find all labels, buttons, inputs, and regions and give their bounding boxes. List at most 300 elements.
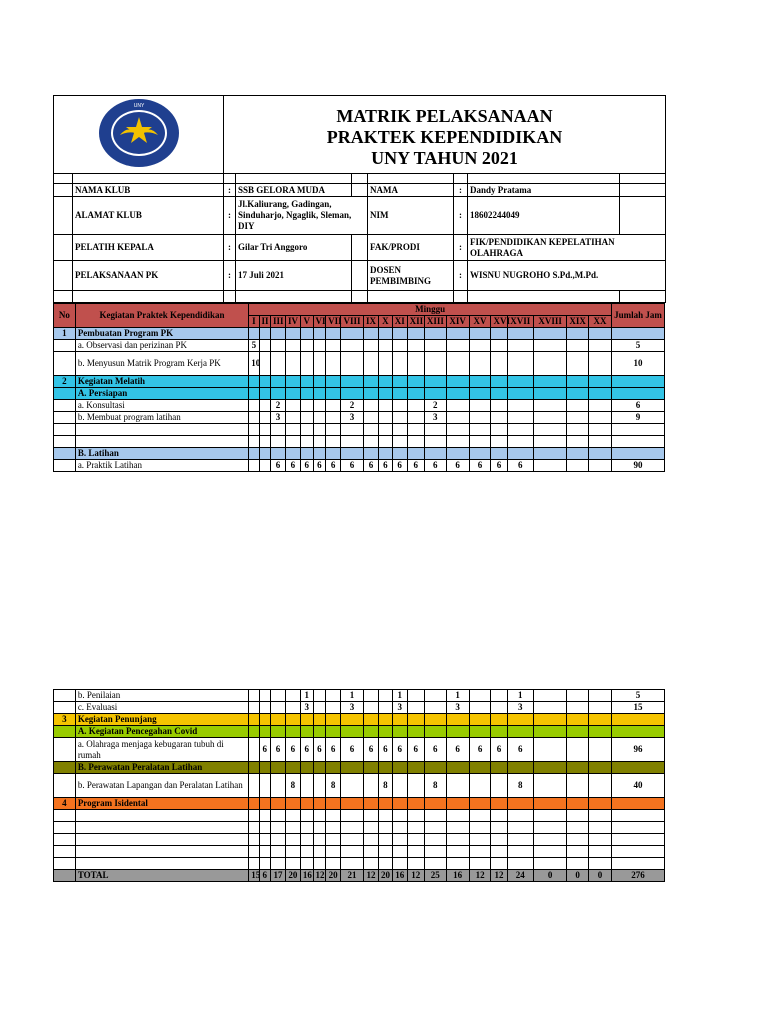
table-row — [54, 460, 665, 472]
week-cell — [589, 846, 612, 858]
week-cell — [491, 436, 507, 448]
week-cell: 6 — [491, 460, 507, 472]
week-cell — [249, 846, 259, 858]
week-cell — [407, 810, 424, 822]
week-cell — [259, 762, 270, 774]
total-cell: 15 — [249, 870, 259, 882]
week-cell — [300, 388, 313, 400]
week-cell: 6 — [446, 738, 469, 762]
week-cell — [446, 810, 469, 822]
table-row — [54, 714, 665, 726]
week-cell — [392, 448, 407, 460]
week-header: IX — [364, 316, 379, 328]
week-cell — [271, 714, 286, 726]
week-cell — [313, 388, 326, 400]
total-cell: 20 — [326, 870, 341, 882]
row-number — [54, 436, 76, 448]
week-cell — [424, 388, 446, 400]
week-cell — [407, 400, 424, 412]
week-cell — [364, 726, 379, 738]
week-cell — [533, 436, 566, 448]
week-cell: 6 — [446, 460, 469, 472]
week-cell — [491, 726, 507, 738]
week-cell: 6 — [491, 738, 507, 762]
week-cell — [364, 448, 379, 460]
row-number — [54, 762, 76, 774]
week-cell — [424, 714, 446, 726]
total-cell: 24 — [507, 870, 533, 882]
title-line-2: PRAKTEK KEPENDIDIKAN — [326, 127, 563, 147]
week-cell — [378, 762, 392, 774]
week-cell — [364, 810, 379, 822]
week-cell — [469, 412, 491, 424]
week-cell — [249, 328, 259, 340]
col-no: No — [54, 304, 76, 328]
week-cell — [469, 388, 491, 400]
week-cell — [507, 400, 533, 412]
row-number — [54, 774, 76, 798]
week-cell — [407, 352, 424, 376]
week-cell — [313, 340, 326, 352]
week-cell — [341, 448, 364, 460]
week-cell — [285, 834, 300, 846]
week-cell — [589, 340, 612, 352]
week-cell — [446, 328, 469, 340]
week-cell — [533, 714, 566, 726]
week-cell — [259, 714, 270, 726]
week-cell — [378, 340, 392, 352]
week-cell — [533, 376, 566, 388]
week-cell — [446, 400, 469, 412]
week-header: X — [378, 316, 392, 328]
week-cell — [407, 762, 424, 774]
week-cell: 3 — [300, 702, 313, 714]
alamat-label: ALAMAT KLUB — [73, 197, 224, 235]
week-cell — [271, 762, 286, 774]
week-cell — [285, 436, 300, 448]
total-cell: 20 — [378, 870, 392, 882]
activity-label — [75, 858, 248, 870]
total-cell: 17 — [271, 870, 286, 882]
week-header: XVIII — [533, 316, 566, 328]
week-cell — [533, 340, 566, 352]
week-cell — [589, 388, 612, 400]
week-cell — [300, 424, 313, 436]
week-cell — [364, 352, 379, 376]
week-cell — [300, 448, 313, 460]
row-total — [612, 726, 665, 738]
week-cell — [259, 460, 270, 472]
week-cell — [589, 762, 612, 774]
table-row — [54, 400, 665, 412]
week-cell — [378, 376, 392, 388]
info-table — [53, 95, 666, 303]
week-cell — [407, 448, 424, 460]
week-cell — [378, 328, 392, 340]
week-cell: 6 — [378, 738, 392, 762]
week-cell — [567, 702, 589, 714]
week-cell — [378, 436, 392, 448]
week-cell: 3 — [271, 412, 286, 424]
week-cell — [507, 448, 533, 460]
week-cell — [341, 822, 364, 834]
week-cell — [491, 340, 507, 352]
week-cell — [491, 822, 507, 834]
week-cell: 3 — [507, 702, 533, 714]
title-line-1: MATRIK PELAKSANAAN — [336, 106, 553, 126]
week-cell: 6 — [378, 460, 392, 472]
week-cell — [341, 376, 364, 388]
row-total — [612, 448, 665, 460]
week-header: VI — [313, 316, 326, 328]
row-total: 9 — [612, 412, 665, 424]
activity-label: a. Olahraga menjaga kebugaran tubuh di rumah — [75, 738, 248, 762]
week-cell — [446, 424, 469, 436]
week-cell — [326, 690, 341, 702]
week-cell — [300, 798, 313, 810]
week-cell — [446, 774, 469, 798]
week-cell — [424, 376, 446, 388]
week-cell — [285, 352, 300, 376]
week-header: XI — [392, 316, 407, 328]
week-cell — [326, 714, 341, 726]
week-cell — [589, 798, 612, 810]
row-number — [54, 400, 76, 412]
week-cell: 6 — [285, 738, 300, 762]
week-cell: 8 — [285, 774, 300, 798]
week-cell — [567, 810, 589, 822]
activity-label: b. Membuat program latihan — [75, 412, 248, 424]
week-cell — [507, 436, 533, 448]
row-total — [612, 846, 665, 858]
table-row — [54, 448, 665, 460]
week-cell — [491, 388, 507, 400]
total-cell: 12 — [469, 870, 491, 882]
week-cell — [259, 810, 270, 822]
week-cell — [259, 834, 270, 846]
week-cell — [491, 690, 507, 702]
total-cell: 0 — [533, 870, 566, 882]
week-cell: 6 — [285, 460, 300, 472]
row-number — [54, 352, 76, 376]
week-cell: 1 — [341, 690, 364, 702]
week-cell — [392, 388, 407, 400]
total-cell: 16 — [446, 870, 469, 882]
week-cell — [271, 798, 286, 810]
week-cell — [271, 448, 286, 460]
week-cell: 6 — [326, 460, 341, 472]
table-row — [54, 738, 665, 762]
week-cell — [249, 702, 259, 714]
week-cell — [392, 352, 407, 376]
week-header: XX — [589, 316, 612, 328]
table-row — [54, 424, 665, 436]
col-minggu: Minggu — [249, 304, 612, 316]
week-cell — [249, 388, 259, 400]
total-cell: 16 — [392, 870, 407, 882]
week-cell: 6 — [259, 738, 270, 762]
week-cell — [533, 834, 566, 846]
week-cell — [589, 376, 612, 388]
week-cell — [313, 798, 326, 810]
week-cell — [469, 328, 491, 340]
week-cell — [392, 376, 407, 388]
week-cell — [364, 834, 379, 846]
week-cell: 6 — [392, 738, 407, 762]
week-cell: 6 — [313, 460, 326, 472]
fak-value: FIK/PENDIDIKAN KEPELATIHAN OLAHRAGA — [468, 235, 666, 261]
week-cell: 1 — [300, 690, 313, 702]
week-cell — [407, 774, 424, 798]
week-cell — [491, 448, 507, 460]
week-cell — [491, 376, 507, 388]
week-cell — [424, 762, 446, 774]
week-cell — [300, 822, 313, 834]
week-cell — [567, 400, 589, 412]
row-number — [54, 690, 76, 702]
week-cell: 1 — [392, 690, 407, 702]
week-cell — [300, 328, 313, 340]
week-cell — [507, 328, 533, 340]
week-cell — [491, 858, 507, 870]
colon: : — [224, 261, 236, 291]
week-cell — [271, 822, 286, 834]
week-cell — [533, 762, 566, 774]
week-cell — [589, 400, 612, 412]
week-cell — [407, 412, 424, 424]
week-header: XVI — [491, 316, 507, 328]
week-cell — [407, 388, 424, 400]
week-cell — [507, 834, 533, 846]
week-cell: 2 — [424, 400, 446, 412]
activity-label: b. Perawatan Lapangan dan Peralatan Latihan — [75, 774, 248, 798]
pelatih-value: Gilar Tri Anggoro — [236, 235, 352, 261]
week-cell — [364, 798, 379, 810]
week-cell — [446, 340, 469, 352]
nim-label: NIM — [368, 197, 454, 235]
table-row — [54, 834, 665, 846]
total-cell: 12 — [313, 870, 326, 882]
week-cell — [407, 328, 424, 340]
week-cell — [313, 690, 326, 702]
week-cell — [259, 690, 270, 702]
week-cell: 8 — [378, 774, 392, 798]
week-cell — [285, 798, 300, 810]
row-number — [54, 822, 76, 834]
week-header: XIX — [567, 316, 589, 328]
week-cell — [300, 714, 313, 726]
week-cell — [378, 810, 392, 822]
row-total — [612, 858, 665, 870]
week-cell — [271, 424, 286, 436]
table-row — [54, 774, 665, 798]
week-cell — [313, 436, 326, 448]
week-cell — [533, 858, 566, 870]
row-number — [54, 412, 76, 424]
row-number — [54, 834, 76, 846]
week-cell — [424, 846, 446, 858]
table-row — [54, 340, 665, 352]
week-cell — [259, 846, 270, 858]
week-cell — [378, 424, 392, 436]
week-cell — [446, 388, 469, 400]
week-cell — [567, 822, 589, 834]
week-cell — [259, 436, 270, 448]
week-cell — [446, 376, 469, 388]
week-cell — [392, 834, 407, 846]
week-cell — [469, 702, 491, 714]
week-cell — [567, 412, 589, 424]
week-cell — [341, 834, 364, 846]
week-cell — [589, 834, 612, 846]
week-cell — [364, 822, 379, 834]
week-cell — [533, 448, 566, 460]
week-cell — [341, 762, 364, 774]
week-cell — [378, 798, 392, 810]
week-cell: 6 — [271, 460, 286, 472]
week-cell — [259, 400, 270, 412]
week-cell — [567, 340, 589, 352]
week-cell — [507, 412, 533, 424]
week-cell — [424, 424, 446, 436]
week-cell — [285, 702, 300, 714]
week-cell — [341, 858, 364, 870]
week-cell — [341, 726, 364, 738]
week-cell — [469, 714, 491, 726]
row-total — [612, 376, 665, 388]
week-cell: 6 — [313, 738, 326, 762]
colon: : — [454, 261, 468, 291]
week-cell: 10 — [249, 352, 259, 376]
week-cell — [313, 846, 326, 858]
week-cell — [424, 798, 446, 810]
activity-label: b. Menyusun Matrik Program Kerja PK — [75, 352, 248, 376]
week-cell — [271, 690, 286, 702]
week-cell — [446, 352, 469, 376]
week-cell — [407, 798, 424, 810]
week-cell — [326, 846, 341, 858]
week-cell — [567, 726, 589, 738]
colon: : — [454, 184, 468, 197]
week-cell — [589, 690, 612, 702]
week-cell — [407, 834, 424, 846]
row-number — [54, 448, 76, 460]
row-number — [54, 702, 76, 714]
week-cell — [300, 762, 313, 774]
week-cell — [446, 412, 469, 424]
week-cell — [589, 726, 612, 738]
week-cell — [589, 822, 612, 834]
week-cell — [567, 352, 589, 376]
total-cell: 20 — [285, 870, 300, 882]
week-cell — [507, 858, 533, 870]
week-cell — [378, 400, 392, 412]
week-cell — [392, 774, 407, 798]
week-cell — [469, 352, 491, 376]
week-cell — [567, 858, 589, 870]
row-total — [612, 436, 665, 448]
table-row — [54, 388, 665, 400]
table-row — [54, 412, 665, 424]
week-cell — [313, 448, 326, 460]
week-cell — [364, 436, 379, 448]
week-cell — [533, 702, 566, 714]
week-cell — [469, 726, 491, 738]
week-cell — [491, 328, 507, 340]
table-row — [54, 822, 665, 834]
week-cell — [326, 726, 341, 738]
week-cell — [259, 340, 270, 352]
week-cell — [491, 762, 507, 774]
week-cell — [249, 400, 259, 412]
logo-lettering: UNY — [133, 103, 144, 109]
title-line-3: UNY TAHUN 2021 — [371, 148, 518, 168]
week-cell — [313, 376, 326, 388]
week-cell: 6 — [300, 460, 313, 472]
week-cell — [259, 328, 270, 340]
week-cell — [491, 774, 507, 798]
week-cell — [378, 858, 392, 870]
week-header: VIII — [341, 316, 364, 328]
week-cell: 3 — [341, 702, 364, 714]
nama-klub-value: SSB GELORA MUDA — [236, 184, 352, 197]
week-cell — [533, 460, 566, 472]
week-cell — [446, 834, 469, 846]
week-cell — [392, 822, 407, 834]
week-cell — [392, 714, 407, 726]
week-cell — [285, 714, 300, 726]
week-cell — [285, 412, 300, 424]
fak-label: FAK/PRODI — [368, 235, 454, 261]
dosen-label: DOSEN PEMBIMBING — [368, 261, 454, 291]
row-total — [612, 810, 665, 822]
week-header: III — [271, 316, 286, 328]
row-total: 40 — [612, 774, 665, 798]
total-cell: 25 — [424, 870, 446, 882]
week-cell — [589, 436, 612, 448]
week-cell — [407, 376, 424, 388]
week-cell — [533, 400, 566, 412]
week-cell — [378, 352, 392, 376]
row-number — [54, 424, 76, 436]
week-cell — [392, 810, 407, 822]
week-cell — [285, 340, 300, 352]
grand-total: 276 — [612, 870, 665, 882]
col-jumlah: Jumlah Jam — [612, 304, 665, 328]
alamat-value: Jl.Kaliurang, Gadingan, Sinduharjo, Ngaglik, Sleman, DIY — [236, 197, 368, 235]
week-cell — [567, 448, 589, 460]
week-cell — [407, 436, 424, 448]
week-cell — [326, 702, 341, 714]
week-cell — [341, 846, 364, 858]
week-cell — [469, 858, 491, 870]
week-cell — [424, 352, 446, 376]
week-cell — [392, 412, 407, 424]
week-cell — [589, 424, 612, 436]
week-cell — [424, 328, 446, 340]
total-cell: 12 — [491, 870, 507, 882]
table-row — [54, 846, 665, 858]
week-cell: 3 — [392, 702, 407, 714]
week-cell — [271, 352, 286, 376]
week-cell — [326, 798, 341, 810]
week-cell — [446, 726, 469, 738]
week-cell — [326, 352, 341, 376]
week-cell — [507, 726, 533, 738]
row-number — [54, 726, 76, 738]
week-cell — [469, 834, 491, 846]
week-cell — [491, 352, 507, 376]
